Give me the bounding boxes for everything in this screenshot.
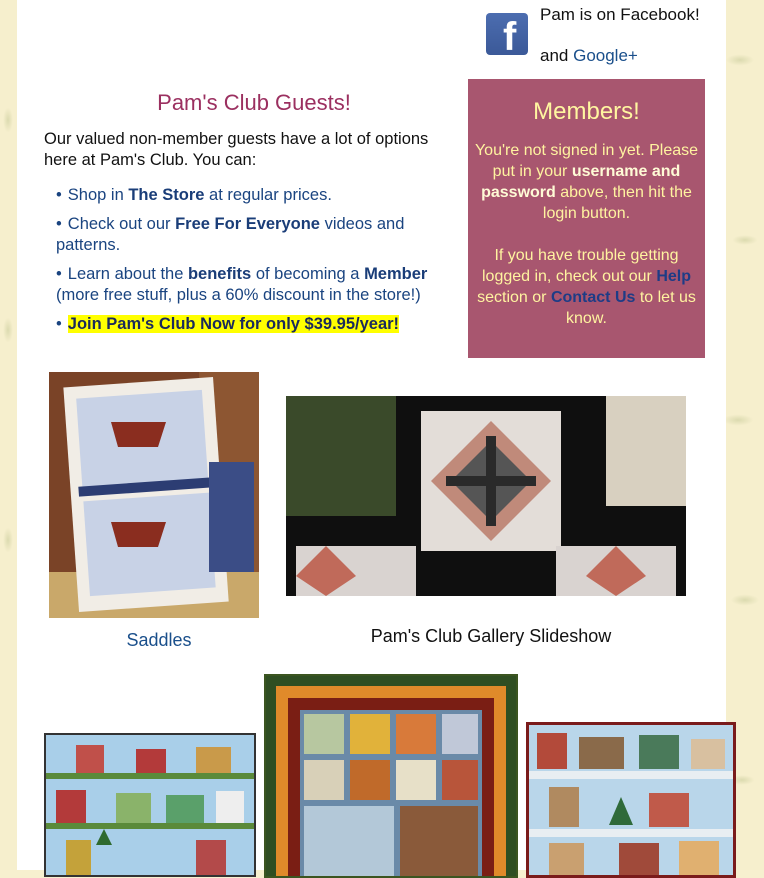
saddles-caption-link[interactable]: Saddles — [126, 630, 192, 650]
list-item: • Check out our Free For Everyone videos and patterns. — [56, 215, 405, 254]
guest-options-list — [56, 185, 456, 343]
facebook-text[interactable]: Pam is on Facebook! — [540, 5, 700, 24]
list-item: • Shop in The Store at regular prices. — [56, 186, 332, 204]
google-plus-link[interactable]: Google+ — [573, 46, 638, 65]
members-help-note: If you have trouble getting logged in, check out our Help section or Contact Us to let us know. — [477, 247, 696, 327]
saddles-quilt-image[interactable] — [49, 372, 259, 618]
gallery-slideshow-image[interactable] — [286, 396, 686, 596]
sampler-quilt-image[interactable] — [264, 674, 518, 878]
facebook-icon[interactable]: f — [486, 13, 528, 55]
village-quilt-image[interactable] — [44, 733, 256, 877]
list-item: • Learn about the benefits of becoming a Member (more free stuff, plus a 60% discount in the store!) — [56, 265, 428, 304]
google-line: and Google+ — [540, 46, 638, 65]
christmas-village-quilt-image[interactable] — [526, 722, 736, 878]
members-heading: Members! — [533, 98, 640, 125]
list-item: • Join Pam's Club Now for only $39.95/year! — [56, 315, 400, 333]
members-box — [468, 79, 705, 358]
benefits-link[interactable]: benefits — [187, 265, 252, 283]
member-link[interactable]: Member — [364, 265, 428, 283]
store-link[interactable]: The Store — [128, 186, 205, 204]
members-signin-note: You're not signed in yet. Please put in your username and password above, then hit the login button. — [474, 142, 699, 222]
guests-heading: Pam's Club Guests! — [157, 90, 351, 115]
gallery-slideshow-caption: Pam's Club Gallery Slideshow — [370, 626, 612, 646]
contact-us-link[interactable]: Contact Us — [550, 289, 636, 306]
help-link[interactable]: Help — [656, 268, 691, 285]
guests-intro: Our valued non-member guests have a lot of options here at Pam's Club. You can: — [44, 130, 429, 169]
join-now-link[interactable]: Join Pam's Club Now for only $39.95/year! — [67, 315, 400, 333]
free-for-everyone-link[interactable]: Free For Everyone — [175, 215, 320, 233]
